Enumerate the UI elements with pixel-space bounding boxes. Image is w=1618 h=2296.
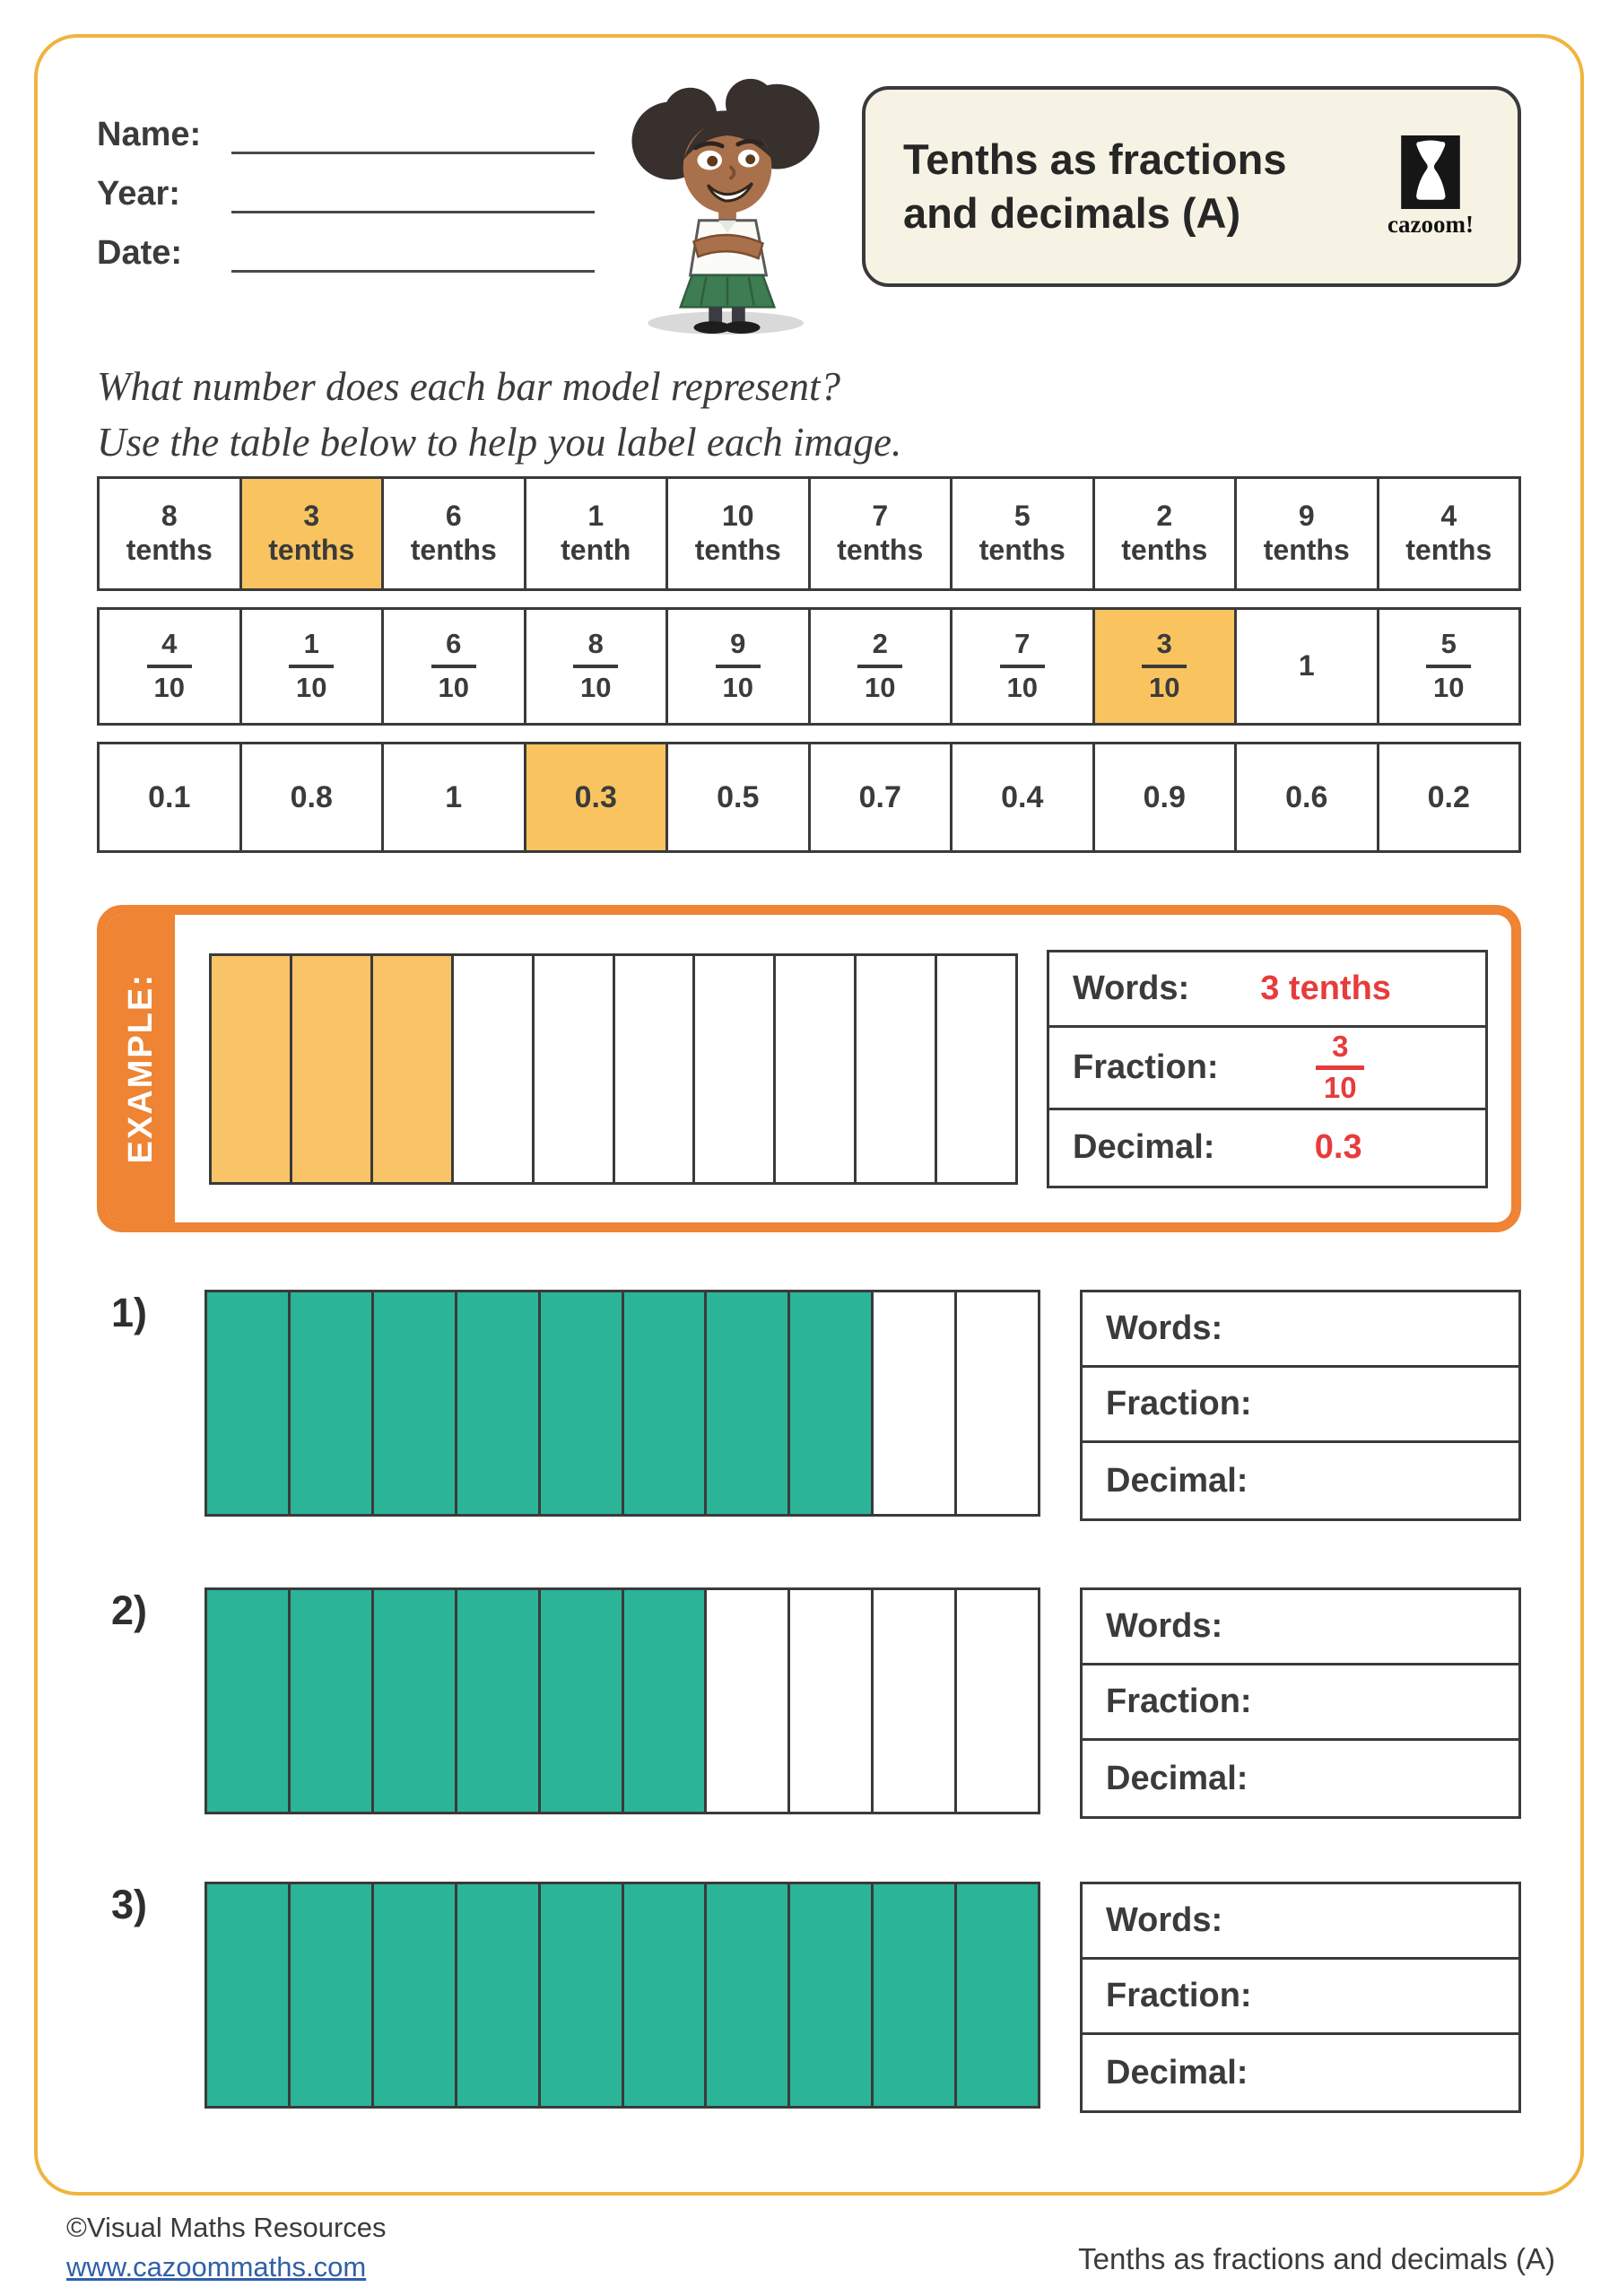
question-1-words-row bbox=[1083, 1292, 1518, 1368]
bar-cell-filled bbox=[541, 1292, 624, 1514]
fraction-cell: $\frac{6}{10}$ bbox=[384, 610, 526, 723]
decimal-label: Decimal: bbox=[1106, 2053, 1248, 2092]
example-body bbox=[175, 915, 1511, 1222]
question-2 bbox=[97, 1587, 1521, 1819]
decimal-cell: 1 bbox=[384, 744, 526, 850]
fraction-cell: $\frac{1}{10}$ bbox=[242, 610, 385, 723]
bar-cell-filled bbox=[207, 1292, 291, 1514]
decimal-label: Decimal: bbox=[1106, 1759, 1248, 1797]
bar-cell-filled bbox=[707, 1292, 790, 1514]
year-write-line bbox=[231, 176, 595, 213]
decimal-cell: 0.2 bbox=[1379, 744, 1519, 850]
question-3-decimal-row bbox=[1083, 2035, 1518, 2110]
fraction-answer bbox=[1219, 1031, 1462, 1103]
fraction-answer-numerator: 3 bbox=[1332, 1029, 1349, 1063]
word-cell: 1 tenth bbox=[526, 479, 669, 588]
decimal-label: Decimal: bbox=[1073, 1128, 1215, 1166]
instructions-line2: Use the table below to help you label each image. bbox=[97, 420, 902, 465]
name-write-line bbox=[231, 117, 595, 154]
name-label: Name: bbox=[97, 116, 202, 153]
word-cell: 4 tenths bbox=[1379, 479, 1519, 588]
question-3-number: 3) bbox=[111, 1882, 148, 1927]
bar-cell-filled bbox=[291, 1292, 374, 1514]
bar-cell-empty bbox=[857, 956, 937, 1182]
year-label: Year: bbox=[97, 175, 180, 213]
example-tab bbox=[107, 915, 175, 1222]
bar-cell-empty bbox=[776, 956, 857, 1182]
fraction-answer-denominator: 10 bbox=[1323, 1070, 1357, 1104]
example-section bbox=[97, 905, 1521, 1232]
question-3-words-row bbox=[1083, 1884, 1518, 1960]
example-decimal-row bbox=[1049, 1110, 1485, 1186]
decimal-cell: 0.1 bbox=[100, 744, 242, 850]
worksheet-frame bbox=[34, 34, 1584, 2196]
worksheet-title-line2: and decimals (A) bbox=[903, 189, 1241, 237]
fraction-cell: $\frac{2}{10}$ bbox=[811, 610, 953, 723]
bar-cell-filled bbox=[207, 1884, 291, 2106]
question-2-words-row bbox=[1083, 1590, 1518, 1665]
fraction-cell: $\frac{8}{10}$ bbox=[526, 610, 669, 723]
question-1 bbox=[97, 1290, 1521, 1521]
words-label: Words: bbox=[1106, 1607, 1223, 1645]
example-fraction-row bbox=[1049, 1028, 1485, 1110]
reference-words-row bbox=[97, 476, 1521, 591]
example-words-row bbox=[1049, 952, 1485, 1028]
bar-cell-empty bbox=[790, 1590, 874, 1812]
reference-decimals-row bbox=[97, 742, 1521, 853]
fraction-cell: 1 bbox=[1237, 610, 1379, 723]
bar-cell-filled bbox=[291, 1884, 374, 2106]
word-cell: 10 tenths bbox=[668, 479, 811, 588]
words-label: Words: bbox=[1106, 1309, 1223, 1347]
copyright-text: ©Visual Maths Resources bbox=[66, 2212, 387, 2243]
bar-cell-empty bbox=[874, 1292, 957, 1514]
bar-cell-filled bbox=[790, 1292, 874, 1514]
question-3-answer-table bbox=[1080, 1882, 1521, 2113]
bar-cell-filled bbox=[457, 1292, 541, 1514]
decimal-label: Decimal: bbox=[1106, 1461, 1248, 1500]
student-cartoon-illustration bbox=[613, 70, 844, 335]
fraction-label: Fraction: bbox=[1106, 1385, 1252, 1422]
worksheet-title-line1: Tenths as fractions bbox=[903, 135, 1287, 183]
bar-cell-filled bbox=[624, 1292, 708, 1514]
date-label: Date: bbox=[97, 234, 183, 272]
fraction-cell: $\frac{9}{10}$ bbox=[668, 610, 811, 723]
fraction-cell: $\frac{3}{10}$ bbox=[1095, 610, 1238, 723]
bar-cell-empty bbox=[615, 956, 696, 1182]
decimal-cell: 0.7 bbox=[811, 744, 953, 850]
bar-cell-filled bbox=[374, 1590, 457, 1812]
footer-left bbox=[66, 2212, 387, 2283]
date-write-line bbox=[231, 235, 595, 273]
question-3-bar-model bbox=[204, 1882, 1040, 2109]
example-tab-label: EXAMPLE: bbox=[121, 973, 160, 1164]
cazoom-logo-text: cazoom! bbox=[1387, 210, 1474, 238]
words-answer: 3 tenths bbox=[1260, 969, 1391, 1007]
instructions-line1: What number does each bar model represent? bbox=[97, 364, 841, 409]
decimal-cell: 0.4 bbox=[953, 744, 1095, 850]
bar-cell-filled bbox=[541, 1590, 624, 1812]
word-cell: 5 tenths bbox=[953, 479, 1095, 588]
bar-cell-empty bbox=[535, 956, 615, 1182]
bar-cell-filled bbox=[874, 1884, 957, 2106]
bar-cell-empty bbox=[937, 956, 1015, 1182]
question-2-fraction-row bbox=[1083, 1665, 1518, 1741]
bar-cell-filled bbox=[541, 1884, 624, 2106]
decimal-answer: 0.3 bbox=[1314, 1128, 1362, 1166]
fraction-label: Fraction: bbox=[1106, 1977, 1252, 2014]
footer-worksheet-title: Tenths as fractions and decimals (A) bbox=[1078, 2242, 1555, 2275]
question-2-bar-model bbox=[204, 1587, 1040, 1814]
bar-cell-filled bbox=[207, 1590, 291, 1812]
example-bar-model bbox=[209, 953, 1018, 1185]
question-1-answer-table bbox=[1080, 1290, 1521, 1521]
bar-cell-empty bbox=[707, 1590, 790, 1812]
reference-fractions-row bbox=[97, 607, 1521, 726]
word-cell: 9 tenths bbox=[1237, 479, 1379, 588]
question-2-answer-table bbox=[1080, 1587, 1521, 1819]
bar-cell-filled bbox=[624, 1590, 708, 1812]
hourglass-icon bbox=[1401, 135, 1460, 209]
fraction-cell: $\frac{5}{10}$ bbox=[1379, 610, 1519, 723]
bar-cell-filled bbox=[707, 1884, 790, 2106]
question-2-number: 2) bbox=[111, 1587, 148, 1633]
bar-cell-filled bbox=[374, 1884, 457, 2106]
bar-cell-filled bbox=[212, 956, 292, 1182]
question-3 bbox=[97, 1882, 1521, 2113]
fraction-cell: $\frac{4}{10}$ bbox=[100, 610, 242, 723]
bar-cell-filled bbox=[457, 1884, 541, 2106]
word-cell: 8 tenths bbox=[100, 479, 242, 588]
decimal-cell: 0.9 bbox=[1095, 744, 1238, 850]
question-1-decimal-row bbox=[1083, 1443, 1518, 1518]
title-box bbox=[862, 86, 1521, 287]
header bbox=[97, 68, 1521, 326]
question-3-fraction-row bbox=[1083, 1960, 1518, 2035]
student-cartoon bbox=[613, 70, 844, 335]
instructions bbox=[97, 359, 1521, 469]
fraction-label: Fraction: bbox=[1106, 1683, 1252, 1720]
student-fields bbox=[97, 68, 613, 326]
bar-cell-empty bbox=[695, 956, 776, 1182]
question-1-bar-model bbox=[204, 1290, 1040, 1517]
word-cell: 6 tenths bbox=[384, 479, 526, 588]
bar-cell-filled bbox=[292, 956, 373, 1182]
fraction-answer-bar bbox=[1316, 1065, 1364, 1070]
fraction-label: Fraction: bbox=[1073, 1048, 1219, 1086]
decimal-cell: 0.6 bbox=[1237, 744, 1379, 850]
question-1-fraction-row bbox=[1083, 1368, 1518, 1443]
website-link[interactable]: www.cazoommaths.com bbox=[66, 2251, 367, 2283]
word-cell: 7 tenths bbox=[811, 479, 953, 588]
fraction-cell: $\frac{7}{10}$ bbox=[953, 610, 1095, 723]
bar-cell-empty bbox=[957, 1292, 1038, 1514]
bar-cell-filled bbox=[790, 1884, 874, 2106]
bar-cell-filled bbox=[291, 1590, 374, 1812]
bar-cell-filled bbox=[957, 1884, 1038, 2106]
question-2-decimal-row bbox=[1083, 1741, 1518, 1816]
bar-cell-filled bbox=[373, 956, 454, 1182]
cazoom-logo bbox=[1378, 135, 1483, 239]
bar-cell-filled bbox=[624, 1884, 708, 2106]
words-label: Words: bbox=[1073, 969, 1190, 1007]
bar-cell-empty bbox=[874, 1590, 957, 1812]
bar-cell-filled bbox=[457, 1590, 541, 1812]
decimal-cell: 0.8 bbox=[242, 744, 385, 850]
example-answer-table bbox=[1047, 950, 1488, 1188]
decimal-cell: 0.3 bbox=[526, 744, 669, 850]
words-label: Words: bbox=[1106, 1901, 1223, 1939]
question-1-number: 1) bbox=[111, 1290, 148, 1335]
bar-cell-empty bbox=[454, 956, 535, 1182]
word-cell: 3 tenths bbox=[242, 479, 385, 588]
decimal-cell: 0.5 bbox=[668, 744, 811, 850]
date-field bbox=[97, 228, 613, 273]
bar-cell-empty bbox=[957, 1590, 1038, 1812]
worksheet-title bbox=[903, 133, 1378, 240]
name-field bbox=[97, 109, 613, 154]
word-cell: 2 tenths bbox=[1095, 479, 1238, 588]
bar-cell-filled bbox=[374, 1292, 457, 1514]
year-field bbox=[97, 169, 613, 213]
